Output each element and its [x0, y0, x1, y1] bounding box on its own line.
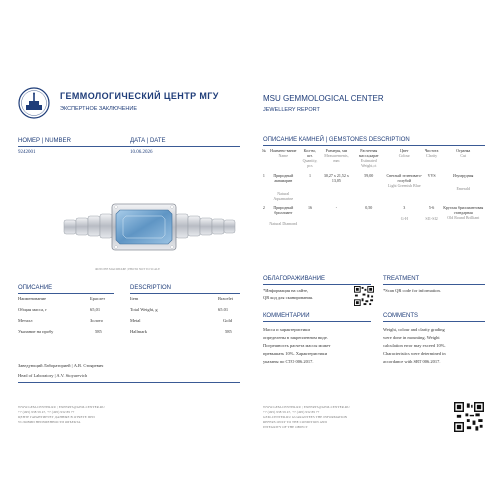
- desc-value-ru: Золото: [90, 318, 104, 323]
- desc-label-en: Total Weight, g: [130, 307, 158, 312]
- footer-left: WWW.GEM-CENTER.RU | EXPERTS@GEM-CENTER.RU +7 (495) 938 59 47, +7 (495) 932 89 77 ЦЕНТР ГАРАНТИРУЕТ ДАННЫЕ В ОТЧЕТЕ ПРИ УСЛОВИИ НЕИЗМЕННОСТИ ОБЪЕКТА: [18, 405, 105, 424]
- divider: [130, 293, 240, 294]
- qr-code-icon[interactable]: [454, 402, 484, 432]
- footer-right: WWW.GEM-CENTER.RU | EXPERTS@GEM-CENTER.RU +7 (495) 938 59 47, +7 (495) 932 89 77 GEM-CENTER.RU GUARANTEES THE INFORMATION REFERS ONLY TO THE CONDITION AND INTEGRITY OF THE OBJECT: [263, 405, 350, 429]
- org-name-ru: ГЕММОЛОГИЧЕСКИЙ ЦЕНТР МГУ: [60, 91, 219, 101]
- org-name-en: MSU GEMMOLOGICAL CENTER: [263, 94, 384, 103]
- desc-value-en: 585: [225, 329, 232, 334]
- desc-value-en: 65.01: [218, 307, 229, 312]
- col-header: Расчетная масса,карат Estimated Weight,ct: [358, 148, 379, 168]
- signature-ru: Заведующий Лабораторией | А.В. Стояревич: [18, 363, 104, 368]
- table-row: 1 Природный аквамарин Natural Aquamarine 1 30,27 x 21,52 x 13,05 59,00 Светлый зеленовато-голубой Light Greenish Blue VVS Изумрудная Emerald: [262, 173, 474, 201]
- desc-label-en: Hallmark: [130, 329, 147, 334]
- date-value: 10.06.2026: [130, 150, 153, 155]
- treatment-text-en: *Scan QR code for information.: [383, 288, 441, 293]
- divider: [18, 382, 240, 383]
- report-subtitle-en: JEWELLERY REPORT: [263, 107, 320, 113]
- desc-label-ru: Наименование: [18, 296, 47, 301]
- comments-title-ru: КОММЕНТАРИИ: [263, 313, 310, 319]
- number-label: НОМЕР | NUMBER: [18, 138, 71, 144]
- col-header: №: [262, 148, 266, 153]
- divider: [383, 321, 485, 322]
- bracelet-photo: [62, 192, 237, 262]
- gemstones-title: ОПИСАНИЕ КАМНЕЙ | GEMSTONES DESCRIPTION: [263, 137, 410, 143]
- desc-value-ru: 585: [95, 329, 102, 334]
- number-value: 9242001: [18, 150, 36, 155]
- divider: [383, 284, 485, 285]
- col-header: Огранка Cut: [456, 148, 471, 158]
- desc-value-ru: 65,01: [90, 307, 101, 312]
- treatment-text-ru-1: *Информация на сайте,: [263, 288, 309, 293]
- desc-value-en: Gold: [223, 318, 232, 323]
- divider: [18, 146, 240, 147]
- treatment-title-ru: ОБЛАГОРАЖИВАНИЕ: [263, 276, 326, 282]
- divider: [263, 145, 485, 146]
- desc-value-en: Bracelet: [218, 296, 233, 301]
- desc-label-ru: Металл: [18, 318, 33, 323]
- description-title-ru: ОПИСАНИЕ: [18, 285, 53, 291]
- desc-label-en: Metal: [130, 318, 141, 323]
- desc-label-ru: Общая масса, г: [18, 307, 48, 312]
- comments-title-en: COMMENTS: [383, 313, 418, 319]
- gemstones-header-row: [261, 148, 487, 168]
- description-title-en: DESCRIPTION: [130, 285, 172, 291]
- desc-value-ru: Браслет: [90, 296, 106, 301]
- gemstones-table: [261, 148, 487, 226]
- col-header: Чистота Clarity: [424, 148, 439, 158]
- divider: [18, 293, 114, 294]
- desc-label-en: Item: [130, 296, 139, 301]
- col-header: Цвет Colour: [398, 148, 410, 158]
- divider: [263, 321, 371, 322]
- signature-en: Head of Laboratory | A.V. Stoyarevich: [18, 373, 88, 378]
- photo-caption: ФОТО НЕ МАСШТАБЕ | PHOTO NOT TO SCALE: [95, 267, 160, 271]
- col-header: Кол-во, шт. Quantity, pcs: [302, 148, 318, 168]
- col-header: Размеры, мм Measurements, mm: [324, 148, 349, 163]
- treatment-text-ru-2: QR код для сканирования.: [263, 295, 314, 300]
- qr-code-icon[interactable]: [354, 286, 374, 306]
- table-row: 2 Природный бриллиант Natural Diamond 16 - 0,50 3 G-H 5-6 SI1-SI2 Круглая бриллиантовая стандарная Old Round Brilliant: [262, 205, 484, 226]
- comments-text-en: Weight, colour and clarity grading were done in mounting. Weight calculation error may exceed 10%. Characteristics were determined in accordance with SRT 006.2017.: [383, 327, 446, 364]
- date-label: ДАТА | DATE: [130, 138, 166, 144]
- treatment-title-en: TREATMENT: [383, 276, 420, 282]
- divider: [263, 284, 371, 285]
- report-subtitle-ru: ЭКСПЕРТНОЕ ЗАКЛЮЧЕНИЕ: [60, 106, 138, 112]
- comments-text-ru: Масса и характеристики определены в закрепленном виде. Погрешность расчета массы может превышать 10%. Характеристики указаны по СТО 006.2017.: [263, 327, 331, 364]
- col-header: Наимено-вание Name: [270, 148, 297, 158]
- msu-logo-icon: [18, 87, 50, 119]
- desc-label-ru: Указание на пробу: [18, 329, 54, 334]
